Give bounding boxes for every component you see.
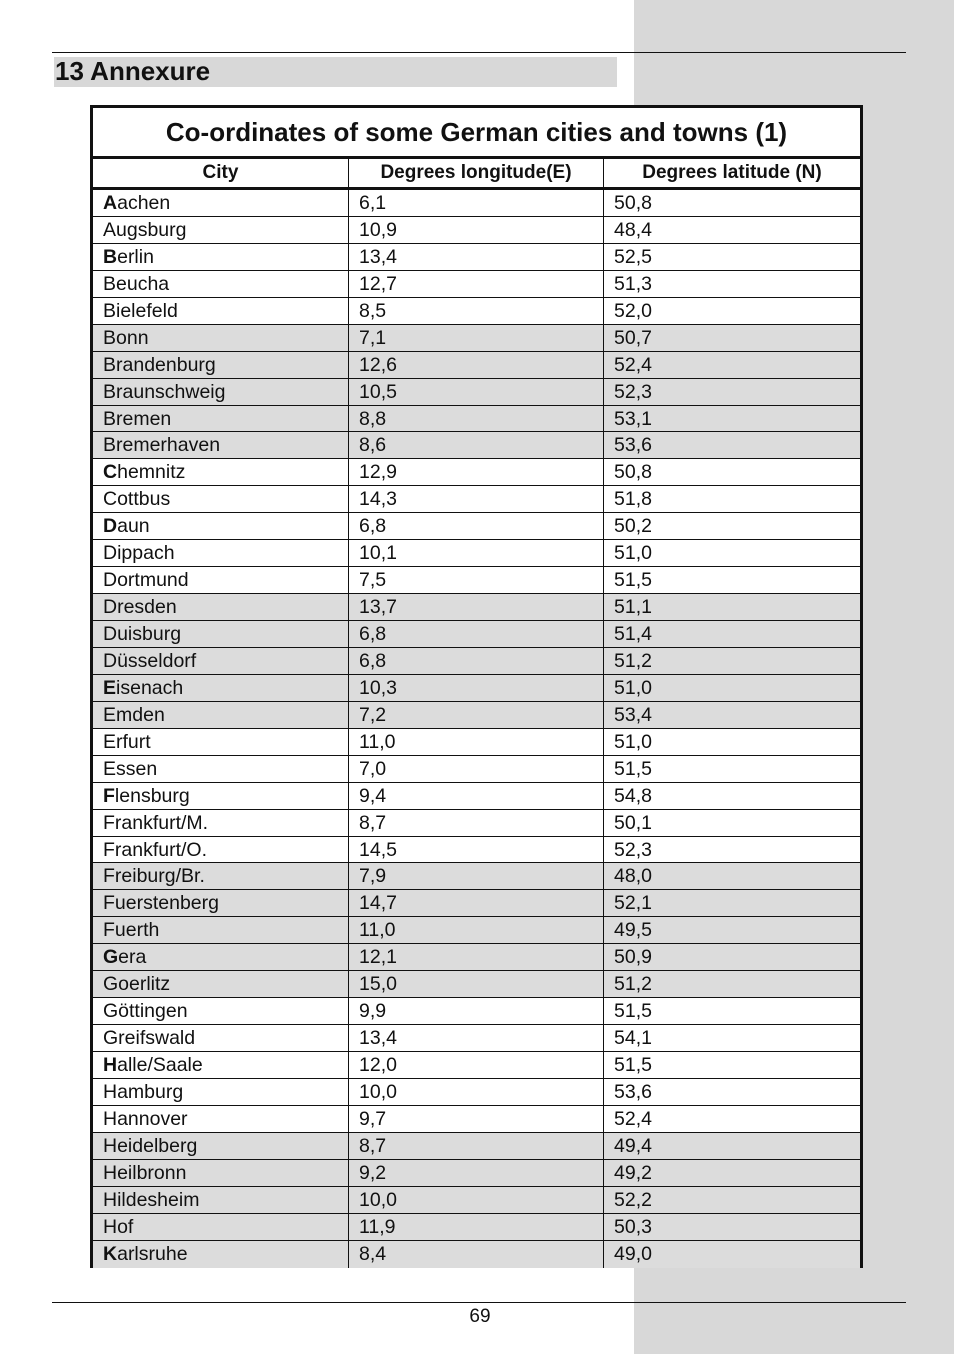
table-row — [93, 1241, 860, 1268]
longitude-cell: 6,8 — [349, 621, 604, 647]
city-initial-letter: A — [103, 192, 118, 214]
table-row — [93, 810, 860, 837]
longitude-cell: 8,6 — [349, 432, 604, 458]
city-cell — [93, 244, 349, 270]
latitude-cell: 49,0 — [614, 1242, 652, 1265]
table-row — [93, 998, 860, 1025]
table-row — [93, 379, 860, 406]
latitude-cell: 52,3 — [614, 380, 652, 403]
longitude-cell: 12,0 — [349, 1052, 604, 1078]
longitude-cell: 12,1 — [349, 944, 604, 970]
city-cell: Emden — [93, 702, 349, 728]
longitude-cell: 9,9 — [349, 998, 604, 1024]
table-row — [93, 648, 860, 675]
city-cell — [93, 675, 349, 701]
footer-rule — [52, 1302, 906, 1303]
latitude-cell: 51,5 — [614, 569, 652, 592]
city-initial-letter: E — [103, 676, 117, 699]
longitude-cell: 8,7 — [349, 810, 604, 836]
longitude-cell: 13,4 — [349, 1025, 604, 1051]
table-row — [93, 890, 860, 917]
table-row — [93, 783, 860, 810]
latitude-cell: 54,8 — [614, 784, 652, 807]
column-header-longitude: Degrees longitude(E) — [349, 159, 604, 187]
latitude-cell: 50,2 — [614, 515, 652, 538]
longitude-cell: 11,0 — [349, 917, 604, 943]
city-cell: Düsseldorf — [93, 648, 349, 674]
longitude-cell: 7,5 — [349, 567, 604, 593]
table-row — [93, 1214, 860, 1241]
latitude-cell: 51,5 — [614, 1000, 652, 1023]
table-row — [93, 756, 860, 783]
city-cell: Brandenburg — [93, 352, 349, 378]
table-row — [93, 863, 860, 890]
latitude-cell: 50,3 — [614, 1215, 652, 1238]
city-cell: Goerlitz — [93, 971, 349, 997]
latitude-cell: 51,5 — [614, 1054, 652, 1076]
table-body — [93, 190, 860, 1268]
latitude-cell: 51,3 — [614, 272, 652, 295]
table-row — [93, 406, 860, 433]
table-row — [93, 1052, 860, 1079]
city-cell: Greifswald — [93, 1025, 349, 1051]
table-title: Co-ordinates of some German cities and towns (1) — [93, 108, 860, 159]
latitude-cell: 50,8 — [614, 192, 652, 214]
city-cell: Freiburg/Br. — [93, 863, 349, 889]
city-name-rest: erlin — [117, 245, 154, 268]
table-row — [93, 540, 860, 567]
table-row — [93, 486, 860, 513]
table-row — [93, 244, 860, 271]
city-cell: Dresden — [93, 594, 349, 620]
column-header-city: City — [93, 159, 349, 187]
table-row — [93, 352, 860, 379]
longitude-cell: 6,1 — [349, 190, 604, 216]
table-row — [93, 217, 860, 244]
longitude-cell: 10,0 — [349, 1079, 604, 1105]
latitude-cell: 52,4 — [614, 1107, 652, 1130]
city-cell — [93, 783, 349, 809]
latitude-cell: 50,9 — [614, 946, 652, 969]
latitude-cell: 49,2 — [614, 1161, 652, 1184]
city-cell: Hannover — [93, 1106, 349, 1132]
table-row — [93, 729, 860, 756]
latitude-cell: 50,1 — [614, 811, 652, 834]
longitude-cell: 9,2 — [349, 1160, 604, 1186]
table-row — [93, 971, 860, 998]
table-row — [93, 432, 860, 459]
table-row — [93, 837, 860, 864]
latitude-cell: 48,4 — [614, 218, 652, 241]
table-row — [93, 917, 860, 944]
longitude-cell: 14,5 — [349, 837, 604, 863]
latitude-cell: 52,5 — [614, 245, 652, 268]
latitude-cell: 50,7 — [614, 326, 652, 349]
longitude-cell: 8,5 — [349, 298, 604, 324]
table-row — [93, 702, 860, 729]
longitude-cell: 9,7 — [349, 1106, 604, 1132]
table-row — [93, 298, 860, 325]
section-title: 13 Annexure — [55, 56, 211, 86]
city-initial-letter: G — [103, 946, 119, 969]
city-cell: Fuerstenberg — [93, 890, 349, 916]
city-cell: Fuerth — [93, 917, 349, 943]
latitude-cell: 51,5 — [614, 757, 652, 780]
table-row — [93, 1106, 860, 1133]
city-cell: Frankfurt/M. — [93, 810, 349, 836]
city-cell: Bremen — [93, 406, 349, 432]
city-cell: Dippach — [93, 540, 349, 566]
city-initial-letter: C — [103, 461, 118, 484]
latitude-cell: 51,0 — [614, 542, 652, 565]
latitude-cell: 51,1 — [614, 596, 652, 619]
city-cell: Duisburg — [93, 621, 349, 647]
city-cell — [93, 190, 349, 216]
longitude-cell: 12,6 — [349, 352, 604, 378]
city-cell: Bremerhaven — [93, 432, 349, 458]
table-row — [93, 1187, 860, 1214]
city-name-rest: isenach — [116, 676, 184, 699]
latitude-cell: 52,4 — [614, 353, 652, 376]
table-row — [93, 271, 860, 298]
city-initial-letter: B — [103, 245, 118, 268]
longitude-cell: 7,1 — [349, 325, 604, 351]
latitude-cell: 51,2 — [614, 649, 652, 672]
city-cell: Heidelberg — [93, 1133, 349, 1159]
city-name-rest: aun — [117, 515, 150, 538]
longitude-cell: 14,3 — [349, 486, 604, 512]
table-row — [93, 944, 860, 971]
city-cell — [93, 944, 349, 970]
city-name-rest: era — [118, 946, 147, 969]
latitude-cell: 51,4 — [614, 623, 652, 645]
table-row — [93, 325, 860, 352]
city-cell: Bielefeld — [93, 298, 349, 324]
city-cell: Dortmund — [93, 567, 349, 593]
city-cell: Braunschweig — [93, 379, 349, 405]
longitude-cell: 12,9 — [349, 459, 604, 485]
longitude-cell: 7,0 — [349, 756, 604, 782]
city-initial-letter: D — [103, 515, 118, 538]
latitude-cell: 51,2 — [614, 973, 652, 996]
city-cell: Heilbronn — [93, 1160, 349, 1186]
longitude-cell: 11,9 — [349, 1214, 604, 1240]
longitude-cell: 10,0 — [349, 1187, 604, 1213]
latitude-cell: 52,3 — [614, 838, 652, 861]
longitude-cell: 12,7 — [349, 271, 604, 297]
longitude-cell: 10,1 — [349, 540, 604, 566]
latitude-cell: 50,8 — [614, 461, 652, 484]
page-number: 69 — [469, 1306, 491, 1327]
city-cell: Hof — [93, 1214, 349, 1240]
longitude-cell: 6,8 — [349, 513, 604, 539]
longitude-cell: 11,0 — [349, 729, 604, 755]
city-name-rest: achen — [117, 192, 171, 214]
table-row — [93, 513, 860, 540]
table-row — [93, 190, 860, 217]
longitude-cell: 8,7 — [349, 1133, 604, 1159]
latitude-cell: 53,6 — [614, 1080, 652, 1103]
city-cell: Göttingen — [93, 998, 349, 1024]
city-cell: Erfurt — [93, 729, 349, 755]
latitude-cell: 49,5 — [614, 919, 652, 942]
latitude-cell: 53,1 — [614, 407, 652, 430]
city-cell: Cottbus — [93, 486, 349, 512]
latitude-cell: 52,1 — [614, 892, 652, 915]
longitude-cell: 9,4 — [349, 783, 604, 809]
table-row — [93, 459, 860, 486]
city-initial-letter: H — [103, 1054, 118, 1076]
city-name-rest: lensburg — [114, 784, 190, 807]
longitude-cell: 13,7 — [349, 594, 604, 620]
city-cell — [93, 1241, 349, 1268]
city-cell: Beucha — [93, 271, 349, 297]
longitude-cell: 8,8 — [349, 406, 604, 432]
table-row — [93, 675, 860, 702]
latitude-cell: 51,0 — [614, 730, 652, 753]
column-header-latitude: Degrees latitude (N) — [642, 162, 822, 183]
table-row — [93, 1133, 860, 1160]
table-header-row — [93, 159, 860, 190]
latitude-cell: 51,0 — [614, 676, 652, 699]
latitude-cell: 49,4 — [614, 1134, 652, 1157]
longitude-cell: 13,4 — [349, 244, 604, 270]
longitude-cell: 7,2 — [349, 702, 604, 728]
table-row — [93, 594, 860, 621]
coordinates-table — [90, 105, 863, 1268]
table-row — [93, 1079, 860, 1106]
header-rule — [52, 52, 906, 53]
latitude-cell: 52,2 — [614, 1188, 652, 1211]
city-name-rest: hemnitz — [117, 461, 186, 484]
city-cell: Bonn — [93, 325, 349, 351]
table-row — [93, 1160, 860, 1187]
longitude-cell: 15,0 — [349, 971, 604, 997]
table-row — [93, 567, 860, 594]
city-initial-letter: K — [103, 1242, 118, 1265]
longitude-cell: 10,3 — [349, 675, 604, 701]
city-cell — [93, 1052, 349, 1078]
longitude-cell: 7,9 — [349, 863, 604, 889]
latitude-cell: 53,6 — [614, 434, 652, 457]
longitude-cell: 10,9 — [349, 217, 604, 243]
city-cell: Augsburg — [93, 217, 349, 243]
latitude-cell: 51,8 — [614, 488, 652, 511]
longitude-cell: 10,5 — [349, 379, 604, 405]
longitude-cell: 8,4 — [349, 1241, 604, 1268]
city-cell: Frankfurt/O. — [93, 837, 349, 863]
city-name-rest: arlsruhe — [117, 1242, 188, 1265]
city-name-rest: alle/Saale — [117, 1054, 203, 1076]
table-row — [93, 1025, 860, 1052]
latitude-cell: 53,4 — [614, 703, 652, 726]
longitude-cell: 6,8 — [349, 648, 604, 674]
table-row — [93, 621, 860, 648]
latitude-cell: 48,0 — [614, 865, 652, 888]
city-cell — [93, 513, 349, 539]
city-cell — [93, 459, 349, 485]
latitude-cell: 52,0 — [614, 299, 652, 322]
latitude-cell: 54,1 — [614, 1027, 652, 1050]
city-cell: Essen — [93, 756, 349, 782]
city-cell: Hildesheim — [93, 1187, 349, 1213]
longitude-cell: 14,7 — [349, 890, 604, 916]
city-initial-letter: F — [103, 784, 115, 807]
city-cell: Hamburg — [93, 1079, 349, 1105]
